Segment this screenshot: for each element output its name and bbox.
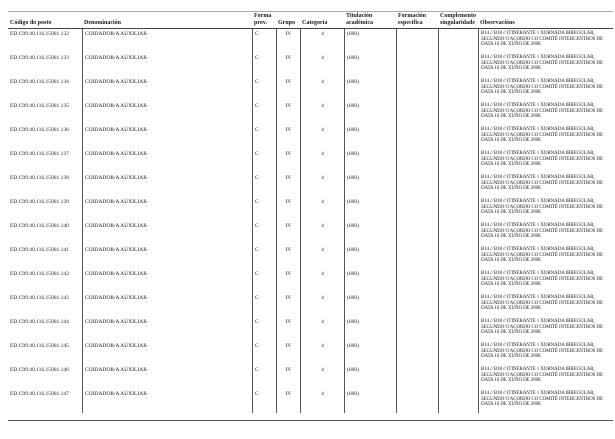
table-body [8,29,613,421]
cell-observacions [478,365,613,389]
cell-forma-prov: C [252,221,276,245]
cell-formacion [396,341,438,365]
cell-observacions [478,53,613,77]
cell-observacions [478,101,613,125]
cell-complemento [438,221,478,245]
cell-categoria: 4 [300,317,344,341]
cell-forma-prov: C [252,341,276,365]
column-header-complemento: Complemento singularidade [440,13,476,26]
cell-titulacion: (600) [344,221,396,245]
cell-complemento [438,245,478,269]
cell-codigo: ED.C99.40.116.15001.144 [10,319,69,325]
cell-complemento [438,125,478,149]
cell-denominacion: COIDADOR/A AUXILIAR [82,53,252,77]
cell-formacion [396,365,438,389]
cell-titulacion: (600) [344,317,396,341]
rpt-table [8,11,613,421]
observacions-text: B14 // B18 // ITINERANTE // XORNADA IRREGULAR, SEGUNDO O ACORDO CO COMITÉ INTERCENTROS DE DATA 16 DE XUÑO DE 2008. [481,103,603,119]
cell-forma-prov: C [252,389,276,413]
cell-complemento [438,29,478,53]
cell-complemento [438,173,478,197]
cell-grupo: IV [276,341,300,365]
cell-categoria: 4 [300,77,344,101]
cell-categoria: 4 [300,173,344,197]
cell-formacion [396,125,438,149]
cell-denominacion: COIDADOR/A AUXILIAR [82,341,252,365]
cell-observacions [478,389,613,413]
cell-titulacion: (600) [344,389,396,413]
cell-denominacion: COIDADOR/A AUXILIAR [82,269,252,293]
observacions-text: B14 // B18 // ITINERANTE // XORNADA IRREGULAR, SEGUNDO O ACORDO CO COMITÉ INTERCENTROS DE DATA 16 DE XUÑO DE 2008. [481,319,603,335]
cell-forma-prov: C [252,245,276,269]
cell-grupo: IV [276,293,300,317]
cell-grupo: IV [276,125,300,149]
cell-observacions [478,341,613,365]
cell-titulacion: (600) [344,365,396,389]
cell-denominacion: COIDADOR/A AUXILIAR [82,245,252,269]
cell-grupo: IV [276,53,300,77]
cell-categoria: 4 [300,389,344,413]
cell-denominacion: COIDADOR/A AUXILIAR [82,125,252,149]
cell-complemento [438,101,478,125]
cell-forma-prov: C [252,125,276,149]
cell-denominacion: COIDADOR/A AUXILIAR [82,77,252,101]
cell-codigo: ED.C99.40.116.15001.142 [10,271,69,277]
cell-titulacion: (600) [344,125,396,149]
cell-grupo: IV [276,389,300,413]
cell-categoria: 4 [300,197,344,221]
cell-codigo: ED.C99.40.116.15001.132 [10,31,69,37]
cell-denominacion: COIDADOR/A AUXILIAR [82,293,252,317]
cell-forma-prov: C [252,101,276,125]
cell-codigo: ED.C99.40.116.15001.146 [10,367,69,373]
cell-observacions [478,149,613,173]
observacions-text: B14 // B18 // ITINERANTE // XORNADA IRREGULAR, SEGUNDO O ACORDO CO COMITÉ INTERCENTROS DE DATA 16 DE XUÑO DE 2008. [481,55,603,71]
cell-complemento [438,53,478,77]
cell-observacions [478,245,613,269]
observacions-text: B14 // B18 // ITINERANTE // XORNADA IRREGULAR, SEGUNDO O ACORDO CO COMITÉ INTERCENTROS DE DATA 16 DE XUÑO DE 2008. [481,79,603,95]
column-header-categoria: Categoría [302,20,328,26]
cell-complemento [438,149,478,173]
cell-grupo: IV [276,365,300,389]
cell-formacion [396,197,438,221]
observacions-text: B14 // B18 // ITINERANTE // XORNADA IRREGULAR, SEGUNDO O ACORDO CO COMITÉ INTERCENTROS DE DATA 16 DE XUÑO DE 2008. [481,247,603,263]
cell-titulacion: (600) [344,245,396,269]
column-header-titulacion: Titulación académica [346,13,373,26]
cell-forma-prov: C [252,53,276,77]
cell-categoria: 4 [300,125,344,149]
cell-codigo: ED.C99.40.116.15001.136 [10,127,69,133]
cell-observacions [478,269,613,293]
cell-denominacion: COIDADOR/A AUXILIAR [82,389,252,413]
cell-complemento [438,365,478,389]
cell-denominacion: COIDADOR/A AUXILIAR [82,365,252,389]
cell-formacion [396,245,438,269]
cell-formacion [396,293,438,317]
cell-categoria: 4 [300,101,344,125]
column-header-formacion: Formación específica [398,13,426,26]
cell-forma-prov: C [252,197,276,221]
cell-denominacion: COIDADOR/A AUXILIAR [82,29,252,53]
cell-observacions [478,317,613,341]
column-header-grupo: Grupo [278,20,296,26]
observacions-text: B14 // B18 // ITINERANTE // XORNADA IRREGULAR, SEGUNDO O ACORDO CO COMITÉ INTERCENTROS DE DATA 16 DE XUÑO DE 2008. [481,343,603,359]
cell-titulacion: (600) [344,341,396,365]
cell-observacions [478,125,613,149]
cell-categoria: 4 [300,341,344,365]
cell-forma-prov: C [252,269,276,293]
observacions-text: B14 // B18 // ITINERANTE // XORNADA IRREGULAR, SEGUNDO O ACORDO CO COMITÉ INTERCENTROS DE DATA 16 DE XUÑO DE 2008. [481,151,603,167]
cell-titulacion: (600) [344,293,396,317]
cell-grupo: IV [276,221,300,245]
cell-codigo: ED.C99.40.116.15001.137 [10,151,69,157]
cell-categoria: 4 [300,269,344,293]
cell-titulacion: (600) [344,197,396,221]
cell-formacion [396,149,438,173]
observacions-text: B14 // B18 // ITINERANTE // XORNADA IRREGULAR, SEGUNDO O ACORDO CO COMITÉ INTERCENTROS DE DATA 16 DE XUÑO DE 2008. [481,391,603,407]
cell-codigo: ED.C99.40.116.15001.139 [10,199,69,205]
cell-codigo: ED.C99.40.116.15001.141 [10,247,69,253]
cell-titulacion: (600) [344,173,396,197]
column-header-codigo: Código do posto [10,20,52,26]
cell-complemento [438,317,478,341]
cell-titulacion: (600) [344,101,396,125]
cell-grupo: IV [276,29,300,53]
cell-titulacion: (600) [344,77,396,101]
cell-categoria: 4 [300,365,344,389]
cell-formacion [396,77,438,101]
cell-formacion [396,173,438,197]
cell-forma-prov: C [252,317,276,341]
cell-codigo: ED.C99.40.116.15001.140 [10,223,69,229]
observacions-text: B14 // B18 // ITINERANTE // XORNADA IRREGULAR, SEGUNDO O ACORDO CO COMITÉ INTERCENTROS DE DATA 16 DE XUÑO DE 2008. [481,175,603,191]
cell-codigo: ED.C99.40.116.15001.134 [10,79,69,85]
cell-categoria: 4 [300,245,344,269]
cell-formacion [396,389,438,413]
cell-titulacion: (600) [344,269,396,293]
cell-codigo: ED.C99.40.116.15001.143 [10,295,69,301]
cell-denominacion: COIDADOR/A AUXILIAR [82,221,252,245]
observacions-text: B14 // B18 // ITINERANTE // XORNADA IRREGULAR, SEGUNDO O ACORDO CO COMITÉ INTERCENTROS DE DATA 16 DE XUÑO DE 2008. [481,295,603,311]
cell-formacion [396,29,438,53]
cell-grupo: IV [276,197,300,221]
column-header-observacions: Observacións [480,20,515,26]
cell-complemento [438,293,478,317]
cell-forma-prov: C [252,365,276,389]
observacions-text: B14 // B18 // ITINERANTE // XORNADA IRREGULAR, SEGUNDO O ACORDO CO COMITÉ INTERCENTROS DE DATA 16 DE XUÑO DE 2008. [481,127,603,143]
column-header-denominacion: Denominación [84,20,122,26]
cell-observacions [478,221,613,245]
cell-forma-prov: C [252,77,276,101]
observacions-text: B14 // B18 // ITINERANTE // XORNADA IRREGULAR, SEGUNDO O ACORDO CO COMITÉ INTERCENTROS DE DATA 16 DE XUÑO DE 2008. [481,31,603,47]
column-header-forma-prov: Forma prov. [254,13,272,26]
cell-codigo: ED.C99.40.116.15001.147 [10,391,69,397]
cell-complemento [438,389,478,413]
cell-denominacion: COIDADOR/A AUXILIAR [82,317,252,341]
cell-formacion [396,101,438,125]
observacions-text: B14 // B18 // ITINERANTE // XORNADA IRREGULAR, SEGUNDO O ACORDO CO COMITÉ INTERCENTROS DE DATA 16 DE XUÑO DE 2008. [481,199,603,215]
cell-complemento [438,197,478,221]
cell-observacions [478,29,613,53]
cell-codigo: ED.C99.40.116.15001.133 [10,55,69,61]
cell-grupo: IV [276,269,300,293]
cell-titulacion: (600) [344,149,396,173]
cell-formacion [396,53,438,77]
cell-complemento [438,269,478,293]
cell-titulacion: (600) [344,29,396,53]
cell-formacion [396,317,438,341]
cell-categoria: 4 [300,53,344,77]
cell-codigo: ED.C99.40.116.15001.138 [10,175,69,181]
cell-grupo: IV [276,317,300,341]
observacions-text: B14 // B18 // ITINERANTE // XORNADA IRREGULAR, SEGUNDO O ACORDO CO COMITÉ INTERCENTROS DE DATA 16 DE XUÑO DE 2008. [481,223,603,239]
cell-denominacion: COIDADOR/A AUXILIAR [82,173,252,197]
cell-forma-prov: C [252,173,276,197]
cell-complemento [438,77,478,101]
cell-grupo: IV [276,149,300,173]
cell-denominacion: COIDADOR/A AUXILIAR [82,101,252,125]
cell-denominacion: COIDADOR/A AUXILIAR [82,197,252,221]
cell-complemento [438,341,478,365]
cell-grupo: IV [276,101,300,125]
cell-categoria: 4 [300,293,344,317]
cell-formacion [396,269,438,293]
cell-codigo: ED.C99.40.116.15001.145 [10,343,69,349]
cell-grupo: IV [276,173,300,197]
cell-observacions [478,197,613,221]
cell-grupo: IV [276,77,300,101]
cell-forma-prov: C [252,29,276,53]
cell-codigo: ED.C99.40.116.15001.135 [10,103,69,109]
cell-categoria: 4 [300,221,344,245]
cell-forma-prov: C [252,293,276,317]
cell-grupo: IV [276,245,300,269]
cell-observacions [478,77,613,101]
cell-categoria: 4 [300,29,344,53]
cell-denominacion: COIDADOR/A AUXILIAR [82,149,252,173]
cell-observacions [478,173,613,197]
observacions-text: B14 // B18 // ITINERANTE // XORNADA IRREGULAR, SEGUNDO O ACORDO CO COMITÉ INTERCENTROS DE DATA 16 DE XUÑO DE 2008. [481,367,603,383]
cell-formacion [396,221,438,245]
cell-observacions [478,293,613,317]
observacions-text: B14 // B18 // ITINERANTE // XORNADA IRREGULAR, SEGUNDO O ACORDO CO COMITÉ INTERCENTROS DE DATA 16 DE XUÑO DE 2008. [481,271,603,287]
cell-titulacion: (600) [344,53,396,77]
cell-categoria: 4 [300,149,344,173]
table-header-row [8,11,613,29]
cell-forma-prov: C [252,149,276,173]
